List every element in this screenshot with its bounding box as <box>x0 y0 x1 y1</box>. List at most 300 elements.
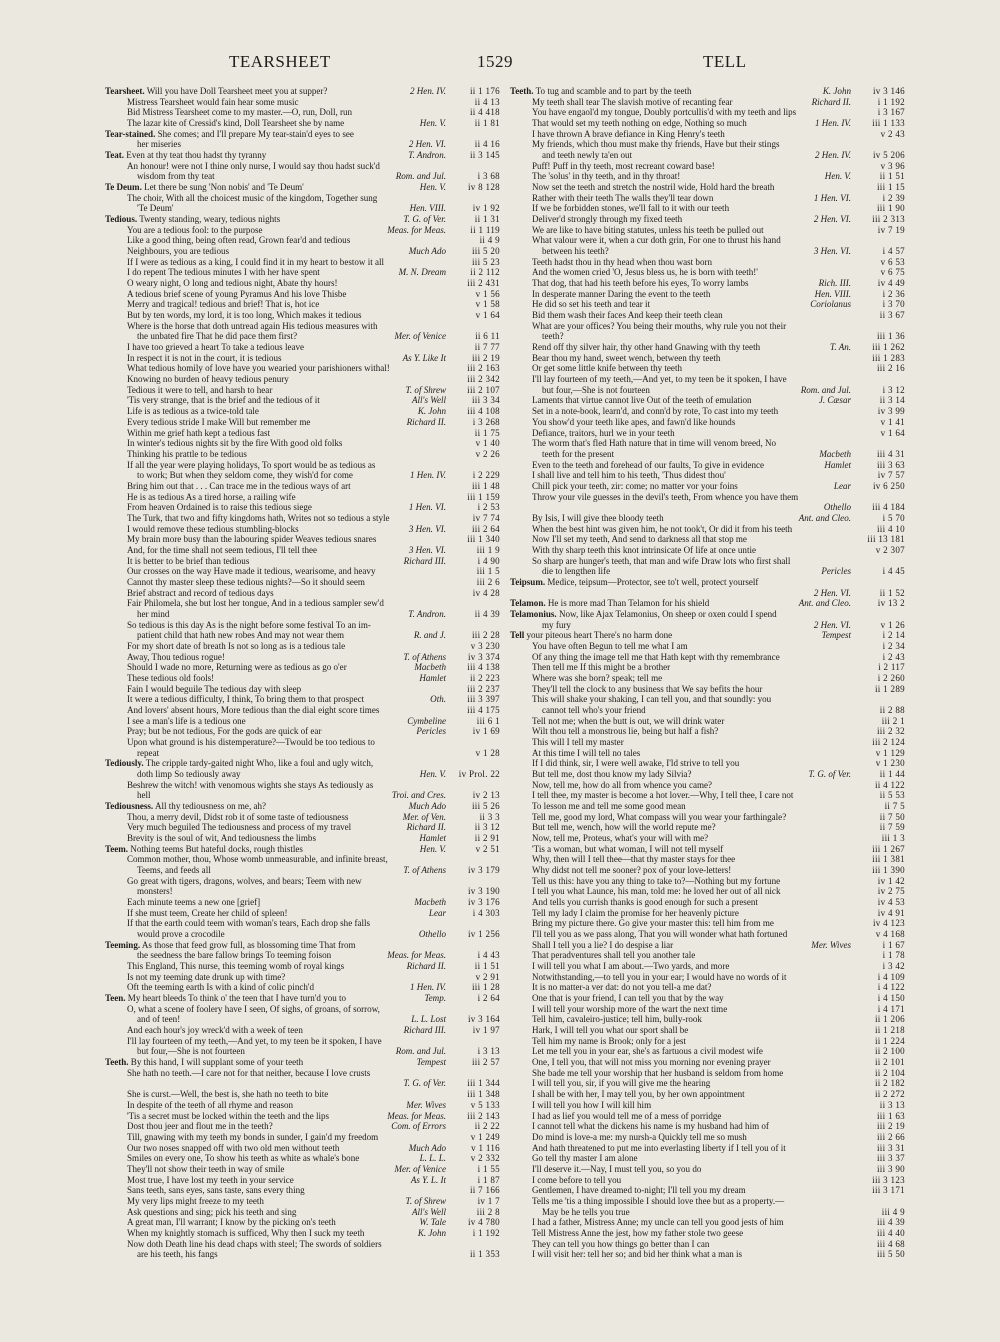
play-reference: M. N. Dream <box>398 267 446 278</box>
quote: Tell him my name is Brook; only for a jest <box>532 1035 686 1046</box>
quote: Now set the teeth and stretch the nostril wide, Hold hard the breath <box>532 182 775 193</box>
quotation-text <box>510 406 851 417</box>
quote: Bear thou my hand, sweet wench, between thy teeth <box>532 352 721 363</box>
concordance-line <box>105 801 500 812</box>
act-scene-line: iii 5 26 <box>471 801 500 812</box>
concordance-line <box>510 918 905 929</box>
concordance-line <box>105 524 500 535</box>
concordance-line <box>105 620 500 631</box>
quote: Mistress Tearsheet would fain hear some music <box>127 96 299 107</box>
quote: But by ten words, my lord, it is too long, Which makes it tedious <box>127 310 362 321</box>
quote: Thinking his prattle to be tedious <box>127 448 247 459</box>
quotation-text <box>510 1078 851 1089</box>
act-scene-line: v 1 56 <box>475 288 500 299</box>
page-header <box>105 52 895 76</box>
concordance-line <box>510 556 905 567</box>
quote: Within me grief hath kept a tedious fast <box>127 427 271 438</box>
concordance-line <box>510 214 905 225</box>
concordance-line <box>510 278 905 289</box>
concordance-line <box>510 161 905 172</box>
act-scene-line: iii 3 123 <box>872 1174 905 1185</box>
quote: You show'd your teeth like apes, and fawn'd like hounds <box>532 416 736 427</box>
concordance-line <box>510 1121 905 1132</box>
act-scene-line: i 2 39 <box>882 192 905 203</box>
act-scene-line: v 2 332 <box>470 1153 500 1164</box>
act-scene-line: ii 1 81 <box>474 118 500 129</box>
quotation-text <box>105 844 416 855</box>
act-scene-line: iii 4 68 <box>876 1238 905 1249</box>
quote: Deliver'd strongly through my fixed teeth <box>532 214 683 225</box>
quotation-text <box>105 395 408 406</box>
concordance-line <box>105 257 500 268</box>
concordance-line <box>510 961 905 972</box>
act-scene-line: ii 4 9 <box>479 235 500 246</box>
quote: Wilt thou tell a monstrous lie, being but half a fish? <box>532 726 719 737</box>
play-reference: 2 Hen. VI. <box>408 139 446 150</box>
play-reference: Lear <box>833 480 851 491</box>
act-scene-line: iv 4 49 <box>877 278 905 289</box>
concordance-line <box>105 556 500 567</box>
concordance-line <box>510 428 905 439</box>
quotation-text <box>105 225 383 236</box>
quote: Neighbours, you are tedious <box>127 246 230 257</box>
play-reference: Hen. V. <box>419 843 446 854</box>
concordance-line <box>510 1014 905 1025</box>
play-reference: Troi. and Cres. <box>391 790 446 801</box>
quotation-text <box>510 1249 851 1260</box>
quotation-text <box>510 278 815 289</box>
concordance-line <box>510 107 905 118</box>
quotation-text <box>105 652 399 663</box>
concordance-line <box>105 214 500 225</box>
concordance-line <box>105 342 500 353</box>
play-reference: Much Ado <box>408 246 446 257</box>
header-page-number: 1529 <box>477 52 513 71</box>
quotation-text <box>510 790 851 801</box>
quotation-text <box>510 1014 851 1025</box>
quote: Where was she born? speak; tell me <box>532 672 663 683</box>
act-scene-line: iii 2 163 <box>467 363 500 374</box>
concordance-line <box>510 897 905 908</box>
concordance-line <box>105 502 500 513</box>
quote: For my short date of breath Is not so long as is a tedious tale <box>127 640 346 651</box>
quote: hell <box>137 790 151 801</box>
act-scene-line: ii 1 206 <box>874 1014 905 1025</box>
quote: Tell us this: have you any thing to take to?—Nothing but my fortune <box>532 875 781 886</box>
act-scene-line: iii 1 5 <box>476 566 500 577</box>
concordance-line <box>105 545 500 556</box>
quotation-text <box>105 1100 402 1111</box>
play-reference: Mer. Wives <box>811 939 851 950</box>
quotation-text <box>510 1196 851 1207</box>
quote: They'll tell the clock to any business that We say befits the hour <box>532 683 763 694</box>
quote: Merry and tragical! tedious and brief! That is, hot ice <box>127 299 320 310</box>
quote: To tug and scamble and to part by the teeth <box>533 86 692 96</box>
act-scene-line: iii 1 133 <box>872 118 905 129</box>
quote: O, what a scene of foolery have I seen, Of sighs, of groans, of sorrow, <box>127 1003 380 1014</box>
headword: Teeming. <box>105 939 141 950</box>
concordance-line <box>510 203 905 214</box>
quotation-text <box>510 566 817 577</box>
quotation-text <box>510 1100 851 1111</box>
concordance-line <box>510 438 905 449</box>
play-reference: Macbeth <box>414 897 446 908</box>
quote: 'Tis a secret must be locked within the teeth and the lips <box>127 1110 330 1121</box>
concordance-line <box>510 97 905 108</box>
play-reference: As Y. L. It <box>410 1174 446 1185</box>
play-reference: T. of Shrew <box>405 384 446 395</box>
concordance-line <box>510 1078 905 1089</box>
quote: And hath threatened to put me into everlasting liberty if I tell you of it <box>532 1142 786 1153</box>
quote: Medice, teipsum—Protector, see to't well, protect yourself <box>545 576 759 587</box>
act-scene-line: ii 3 13 <box>879 1099 905 1110</box>
quotation-text <box>105 588 446 599</box>
quotation-text <box>105 1207 408 1218</box>
concordance-line <box>105 267 500 278</box>
quote: They can tell you how things go better than I can <box>532 1238 710 1249</box>
quote: her miseries <box>137 139 181 150</box>
concordance-line <box>105 577 500 588</box>
quote: But tell me, dost thou know my lady Silvia? <box>532 769 692 779</box>
quote: Fain I would beguile The tedious day with sleep <box>127 683 302 694</box>
quote: She bade me tell your worship that her husband is seldom from home <box>532 1067 784 1078</box>
concordance-line <box>105 684 500 695</box>
act-scene-line: v 1 26 <box>880 619 905 630</box>
concordance-line <box>105 470 500 481</box>
quotation-text <box>105 1025 400 1036</box>
act-scene-line: iii 5 20 <box>471 246 500 257</box>
concordance-line <box>510 1164 905 1175</box>
quotation-text <box>510 1132 851 1143</box>
quote: Fair Philomela, she but lost her tongue, And in a tedious sampler sew'd <box>127 598 384 609</box>
act-scene-line: ii 1 52 <box>879 587 905 598</box>
quote: Notwithstanding,—to tell you in your ear; I would have no words of it <box>532 971 787 982</box>
quote: I have thrown A brave defiance in King Henry's teeth <box>532 128 725 139</box>
act-scene-line: i 1 55 <box>477 1163 500 1174</box>
quote: and teeth newly ta'en out <box>542 150 633 161</box>
act-scene-line: ii 2 272 <box>874 1089 905 1100</box>
headword: Telamonius. <box>510 608 557 619</box>
concordance-line <box>510 833 905 844</box>
concordance-line <box>510 662 905 673</box>
play-reference: 1 Hen. IV. <box>409 982 446 993</box>
quotation-text <box>105 1089 446 1100</box>
act-scene-line: v 6 75 <box>880 267 905 278</box>
concordance-line <box>510 748 905 759</box>
quote: Is not my teeming date drunk up with time? <box>127 971 286 982</box>
act-scene-line: ii 1 51 <box>879 171 905 182</box>
quote: I see a man's life is a tedious one <box>127 715 246 726</box>
concordance-line <box>510 950 905 961</box>
act-scene-line <box>851 139 905 150</box>
concordance-line <box>105 417 500 428</box>
quotation-text <box>510 428 851 439</box>
quotation-text <box>105 267 395 278</box>
act-scene-line: ii 4 39 <box>474 608 500 619</box>
act-scene-line: i 2 229 <box>472 470 500 481</box>
act-scene-line <box>851 321 905 332</box>
concordance-line <box>510 684 905 695</box>
play-reference: 3 Hen. VI. <box>408 523 446 534</box>
concordance-line <box>510 1036 905 1047</box>
quote: and of teen! <box>137 1014 181 1025</box>
concordance-line <box>105 908 500 919</box>
concordance-line <box>105 118 500 129</box>
concordance-line <box>105 1143 500 1154</box>
quotation-text <box>510 854 851 865</box>
act-scene-line <box>851 438 905 449</box>
act-scene-line: i 1 67 <box>882 939 905 950</box>
quotation-text <box>105 1036 446 1047</box>
quote: Twenty standing, weary, tedious nights <box>137 214 281 225</box>
act-scene-line: i 5 70 <box>882 512 905 523</box>
header-right-word: TELL <box>703 52 747 71</box>
quotation-text <box>510 1068 851 1079</box>
quote: With thy sharp teeth this knot intrinsicate Of life at once untie <box>532 544 756 555</box>
act-scene-line: ii 4 13 <box>474 96 500 107</box>
act-scene-line: i 4 57 <box>882 246 905 257</box>
play-reference: Much Ado <box>408 801 446 812</box>
quote: Smiles on every one, To show his teeth as white as whale's bone <box>127 1153 360 1164</box>
act-scene-line: iii 3 397 <box>467 694 500 705</box>
act-scene-line: iv 7 19 <box>877 224 905 235</box>
concordance-line <box>510 417 905 428</box>
act-scene-line: iii 4 40 <box>876 1227 905 1238</box>
concordance-line <box>105 182 500 193</box>
quote: In desperate manner Daring the event to the teeth <box>532 288 711 299</box>
act-scene-line: i 4 122 <box>877 982 905 993</box>
act-scene-line: v 4 168 <box>875 929 905 940</box>
header-left-word: TEARSHEET <box>229 52 331 71</box>
act-scene-line <box>446 940 500 951</box>
act-scene-line: iii 3 63 <box>876 459 905 470</box>
act-scene-line: ii 7 59 <box>879 822 905 833</box>
quote: her mind <box>137 608 170 619</box>
quotation-text <box>510 246 810 257</box>
act-scene-line: iii 1 15 <box>876 182 905 193</box>
quote: Bring him out that . . . Can trace me in the tedious ways of art <box>127 480 351 491</box>
quote: Or get some little knife between thy teeth <box>532 363 682 374</box>
concordance-line <box>105 812 500 823</box>
concordance-line <box>105 993 500 1004</box>
concordance-line <box>105 918 500 929</box>
act-scene-line: i 2 34 <box>882 640 905 651</box>
concordance-line <box>510 481 905 492</box>
act-scene-line: v 5 133 <box>470 1099 500 1110</box>
concordance-line <box>105 790 500 801</box>
concordance-line <box>105 694 500 705</box>
play-reference: Richard III. <box>403 1025 446 1036</box>
act-scene-line: iii 2 107 <box>467 384 500 395</box>
quotation-text <box>105 321 446 332</box>
quotation-text <box>105 630 410 641</box>
quote: The lazar kite of Cressid's kind, Doll Tearsheet she by name <box>127 118 345 129</box>
act-scene-line: iv 2 75 <box>877 886 905 897</box>
quotation-text <box>510 1217 851 1228</box>
concordance-line <box>510 225 905 236</box>
concordance-line <box>510 395 905 406</box>
act-scene-line: iii 1 340 <box>467 534 500 545</box>
act-scene-line: i 2 117 <box>878 662 905 673</box>
act-scene-line: i 3 68 <box>477 171 500 182</box>
quote: Till, gnawing with my teeth my bonds in sunder, I gain'd my freedom <box>127 1131 379 1142</box>
quote: Beshrew the witch! with venomous wights she stays As tediously as <box>127 779 374 790</box>
act-scene-line <box>446 780 500 791</box>
concordance-line <box>105 492 500 503</box>
concordance-line <box>510 886 905 897</box>
play-reference: Richard III. <box>403 555 446 566</box>
quotation-text <box>105 470 406 481</box>
quote: Chill pick your teeth, zir: come; no matter vor your foins <box>532 480 738 491</box>
quotation-text <box>105 1121 387 1132</box>
quotation-text <box>105 929 415 940</box>
act-scene-line: i 4 43 <box>477 950 500 961</box>
act-scene-line: v 1 116 <box>471 1142 500 1153</box>
quote: I do repent The tedious minutes I with her have spent <box>127 267 320 278</box>
play-reference: Meas. for Meas. <box>387 1110 446 1121</box>
quotation-text <box>105 1046 392 1057</box>
quote: It is no matter-a ver dat: do not you tell-a me dat? <box>532 982 712 993</box>
act-scene-line: ii 1 31 <box>474 214 500 225</box>
quote: My heart bleeds To think o' the teen that I have turn'd you to <box>125 993 347 1004</box>
act-scene-line: ii 1 119 <box>470 224 500 235</box>
play-reference: Richard II. <box>406 961 446 972</box>
quotation-text <box>510 513 795 524</box>
concordance-line <box>105 161 500 172</box>
quotation-text <box>105 1217 416 1228</box>
play-reference: Hen. V. <box>419 118 446 129</box>
quotation-text <box>105 150 404 161</box>
quotation-text <box>510 460 820 471</box>
concordance-line <box>510 929 905 940</box>
quote: Teeth hadst thou in thy head when thou wast born <box>532 256 713 267</box>
quotation-text <box>510 492 851 503</box>
play-reference: Pericles <box>821 566 851 577</box>
quote: I'll tell you as we pass along, That you will wonder what hath fortuned <box>532 929 788 940</box>
quotation-text <box>510 705 851 716</box>
act-scene-line: iii 2 313 <box>872 214 905 225</box>
quote: I have too grieved a heart To take a tedious leave <box>127 342 305 353</box>
concordance-line <box>510 1111 905 1122</box>
quote: Throw your vile guesses in the devil's teeth, From whence you have them <box>532 491 799 502</box>
concordance-line <box>510 812 905 823</box>
act-scene-line: i 2 14 <box>882 630 905 641</box>
quote: Away, Thou tedious rogue! <box>127 651 225 662</box>
quotation-text <box>510 886 851 897</box>
quote: Now, tell me, how do all from whence you came? <box>532 779 713 790</box>
quote: Like a good thing, being often read, Grown fear'd and tedious <box>127 235 351 246</box>
act-scene-line: ii 7 5 <box>884 801 905 812</box>
quote: the seedness the bare fallow brings To teeming foison <box>137 950 332 961</box>
quote: Tell my lady I claim the promise for her heavenly picture <box>532 907 739 918</box>
concordance-line <box>510 460 905 471</box>
act-scene-line: iii 1 3 <box>881 833 905 844</box>
act-scene-line: iii 3 171 <box>872 1185 905 1196</box>
play-reference: T. G. of Ver. <box>808 769 851 779</box>
concordance-line <box>105 97 500 108</box>
quotation-text <box>510 193 810 204</box>
concordance-line <box>510 1228 905 1239</box>
quote: Dost thou jeer and flout me in the teeth? <box>127 1121 273 1132</box>
concordance-line <box>105 1004 500 1015</box>
act-scene-line: iii 1 381 <box>872 854 905 865</box>
play-reference: T. Andron. <box>408 150 446 161</box>
quote: By this hand, I will supplant some of your teeth <box>128 1057 304 1068</box>
concordance-line <box>105 854 500 865</box>
quote: She comes; and I'll prepare My tear-stain'd eyes to see <box>155 128 354 139</box>
act-scene-line: iv 8 128 <box>467 182 500 193</box>
concordance-line <box>105 374 500 385</box>
quotation-text <box>105 353 399 364</box>
quotation-text <box>510 1046 851 1057</box>
quote: Knowing no burden of heavy tedious penury <box>127 374 289 385</box>
quote: If I were as tedious as a king, I could find it in my heart to bestow it all <box>127 256 385 267</box>
act-scene-line <box>446 876 500 887</box>
concordance-line <box>105 321 500 332</box>
quotation-text <box>105 1164 391 1175</box>
quote: My friends, which thou must make thy friends, Have but their stings <box>532 139 780 150</box>
act-scene-line: iii 4 138 <box>467 662 500 673</box>
quotation-text <box>510 609 851 620</box>
quotation-text <box>105 107 446 118</box>
quote: My very lips might freeze to my teeth <box>127 1195 264 1206</box>
act-scene-line: iv 7 57 <box>877 470 905 481</box>
act-scene-line <box>446 129 500 140</box>
concordance-line <box>105 769 500 780</box>
concordance-line <box>105 193 500 204</box>
quote: I will tell you, sir, if you will give me the hearing <box>532 1078 711 1089</box>
act-scene-line: i 4 303 <box>472 907 500 918</box>
concordance-line <box>510 449 905 460</box>
quotation-text <box>510 748 851 759</box>
act-scene-line: iii 2 124 <box>872 736 905 747</box>
quotation-text <box>105 86 406 97</box>
concordance-line <box>105 758 500 769</box>
quote: Even at thy teat thou hadst thy tyranny <box>124 150 267 161</box>
concordance-line <box>105 225 500 236</box>
act-scene-line: ii 4 418 <box>469 107 500 118</box>
quotation-text <box>105 620 446 631</box>
concordance-line <box>510 1185 905 1196</box>
act-scene-line <box>446 321 500 332</box>
quote: Pray; but be not tedious, For the gods are quick of ear <box>127 726 322 737</box>
quote: Cannot thy master sleep these tedious nights?—So it should seem <box>127 576 365 587</box>
play-reference: J. Cæsar <box>818 395 851 406</box>
headword: Teem. <box>105 843 129 854</box>
quotation-text <box>105 235 446 246</box>
concordance-line <box>105 1153 500 1164</box>
act-scene-line: ii 1 353 <box>469 1249 500 1260</box>
act-scene-line: iv 3 146 <box>872 86 905 96</box>
concordance-line <box>105 1175 500 1186</box>
quotation-text <box>510 641 851 652</box>
concordance-line <box>510 737 905 748</box>
quote: In winter's tedious nights sit by the fire With good old folks <box>127 438 343 449</box>
quote: Should I wade no more, Returning were as tedious as go o'er <box>127 662 347 673</box>
act-scene-line: v 1 40 <box>475 438 500 449</box>
quotation-text <box>510 833 851 844</box>
quote: May be he tells you true <box>542 1206 630 1217</box>
act-scene-line: iii 13 181 <box>867 534 905 545</box>
play-reference: Rom. and Jul. <box>395 171 446 182</box>
concordance-line <box>105 876 500 887</box>
act-scene-line: v 3 230 <box>470 640 500 651</box>
quotation-text <box>510 1025 851 1036</box>
concordance-line <box>510 865 905 876</box>
quotation-text <box>510 1036 851 1047</box>
play-reference: Coriolanus <box>810 299 851 310</box>
quotation-text <box>105 1004 446 1015</box>
